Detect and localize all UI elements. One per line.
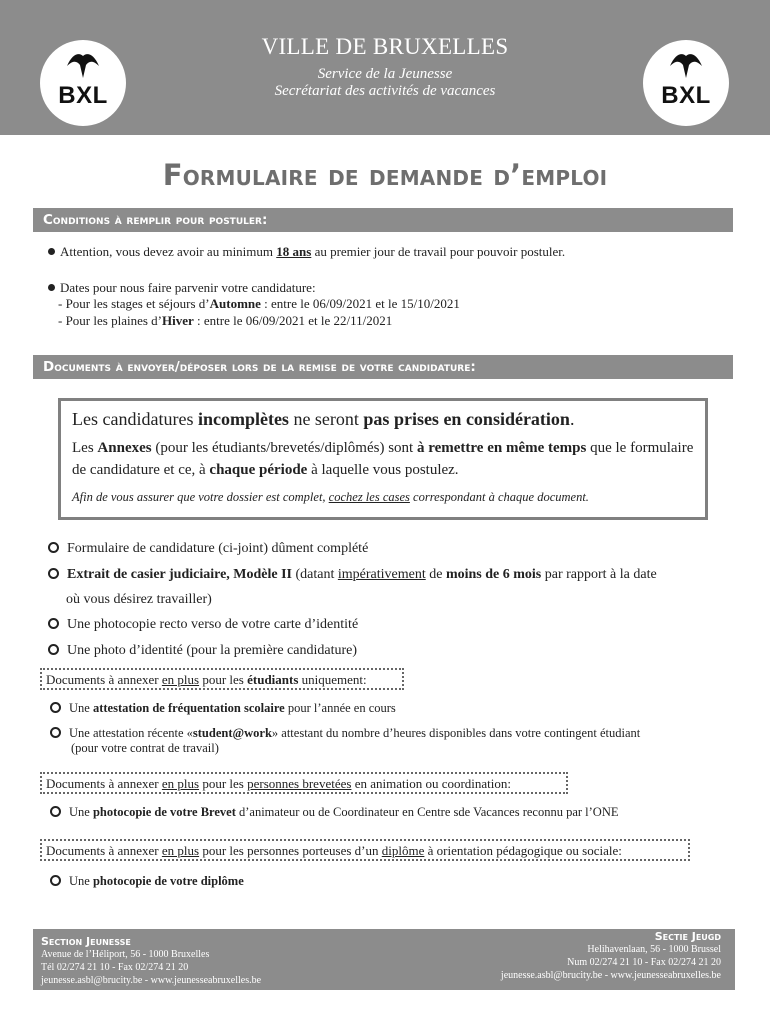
footer-left-address: Avenue de l’Héliport, 56 - 1000 Bruxelles <box>41 949 210 960</box>
checklist-item-diplome[interactable]: Une photocopie de votre diplôme <box>50 874 244 889</box>
footer-right-address: Helihavenlaan, 56 - 1000 Brussel <box>587 944 721 955</box>
footer-sectie-jeugd <box>501 930 721 982</box>
bullet-dates: Dates pour nous faire parvenir votre candidature: <box>48 280 316 296</box>
footer-right-phone: Num 02/274 21 10 - Fax 02/274 21 20 <box>567 957 721 968</box>
footer-left-phone: Tél 02/274 21 10 - Fax 02/274 21 20 <box>41 962 189 973</box>
checklist-item-photo[interactable]: Une photo d’identité (pour la première candidature) <box>48 643 357 659</box>
logo-text: BXL <box>661 82 711 109</box>
notice-box <box>58 398 708 520</box>
page-header <box>0 0 770 135</box>
bullet-dot-icon <box>48 248 55 255</box>
checklist-item-formulaire[interactable]: Formulaire de candidature (ci-joint) dûment complété <box>48 541 368 557</box>
header-subtitle-secretariat: Secrétariat des activités de vacances <box>274 83 496 99</box>
page-footer <box>33 929 735 990</box>
checklist-item-student-at-work[interactable]: Une attestation récente «student@work» attestant du nombre d’heures disponibles dans votre contingent étudiant <box>50 726 640 741</box>
checklist-item-casier[interactable]: Extrait de casier judiciaire, Modèle II (datant impérativement de moins de 6 mois par rapport à la date <box>48 567 657 583</box>
page-title: Formulaire de demande d’emploi <box>162 158 608 192</box>
conditions-heading: Conditions à remplir pour postuler: <box>33 208 733 232</box>
footer-left-heading: Section Jeunesse <box>41 935 131 948</box>
bullet-dot-icon <box>48 284 55 291</box>
checkbox-circle-icon[interactable] <box>48 542 59 553</box>
diplome-annex-box: Documents à annexer en plus pour les personnes porteuses d’un diplôme à orientation pédagogique ou sociale: <box>40 839 690 861</box>
brevet-annex-box: Documents à annexer en plus pour les personnes brevetées en animation ou coordination: <box>40 772 568 794</box>
checklist-item-casier-line2: où vous désirez travailler) <box>66 592 212 607</box>
checkbox-circle-icon[interactable] <box>48 644 59 655</box>
checkbox-circle-icon[interactable] <box>50 702 61 713</box>
documents-heading: Documents à envoyer/déposer lors de la remise de votre candidature: <box>33 355 733 379</box>
footer-left-contact: jeunesse.asbl@brucity.be - www.jeunesseabruxelles.be <box>41 975 262 986</box>
dates-automne: - Pour les stages et séjours d’Automne : entre le 06/09/2021 et le 15/10/2021 <box>58 296 460 311</box>
checklist-item-attestation-scolaire[interactable]: Une attestation de fréquentation scolaire pour l’année en cours <box>50 701 396 716</box>
bird-icon <box>670 52 702 78</box>
checkbox-circle-icon[interactable] <box>48 568 59 579</box>
notice-line-incomplete: Les candidatures incomplètes ne seront pas prises en considération. <box>72 409 575 429</box>
students-annex-box: Documents à annexer en plus pour les étudiants uniquement: <box>40 668 404 690</box>
bxl-logo-right <box>643 40 729 126</box>
checkbox-circle-icon[interactable] <box>50 727 61 738</box>
footer-section-jeunesse <box>41 935 261 987</box>
dates-hiver: - Pour les plaines d’Hiver : entre le 06/09/2021 et le 22/11/2021 <box>58 313 393 328</box>
student-at-work-line2: (pour votre contrat de travail) <box>71 741 219 755</box>
checklist-item-brevet[interactable]: Une photocopie de votre Brevet d’animateur ou de Coordinateur en Centre sde Vacances reconnu par l’ONE <box>50 805 619 820</box>
footer-right-contact: jeunesse.asbl@brucity.be - www.jeunesseabruxelles.be <box>500 970 721 981</box>
checkbox-circle-icon[interactable] <box>50 875 61 886</box>
logo-text: BXL <box>58 82 108 109</box>
notice-line-checkboxes: Afin de vous assurer que votre dossier est complet, cochez les cases correspondant à chaque document. <box>72 490 589 504</box>
header-subtitle-service: Service de la Jeunesse <box>317 66 453 82</box>
checkbox-circle-icon[interactable] <box>48 618 59 629</box>
bullet-age: Attention, vous devez avoir au minimum 18 ans au premier jour de travail pour pouvoir postuler. <box>48 244 565 260</box>
checkbox-circle-icon[interactable] <box>50 806 61 817</box>
checklist-item-carte-identite[interactable]: Une photocopie recto verso de votre carte d’identité <box>48 617 358 633</box>
footer-right-heading: Sectie Jeugd <box>654 930 721 943</box>
notice-line-annexes: Les Annexes (pour les étudiants/brevetés/diplômés) sont à remettre en même temps que le formulaire de candidature et ce, à chaque période à laquelle vous postulez. <box>72 440 694 478</box>
header-title: VILLE DE BRUXELLES <box>261 34 509 59</box>
